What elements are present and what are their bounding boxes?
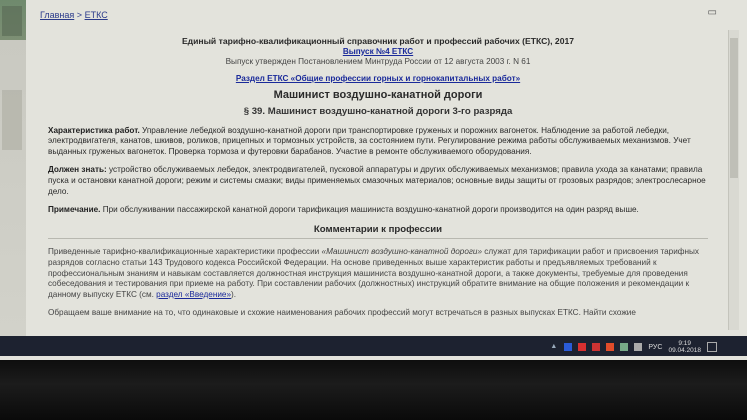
app-icon-red[interactable] xyxy=(578,343,586,351)
language-indicator[interactable]: РУС xyxy=(648,343,663,351)
work-characteristics xyxy=(48,126,708,158)
print-icon[interactable]: ▭ xyxy=(707,7,720,18)
breadcrumb-section-link[interactable]: ЕТКС xyxy=(84,10,108,20)
top-bar xyxy=(26,5,720,25)
antivirus-icon[interactable] xyxy=(592,343,600,351)
required-knowledge xyxy=(48,165,708,197)
approval-text: Выпуск утвержден Постановлением Минтруда России от 12 августа 2003 г. N 61 xyxy=(225,57,531,67)
vertical-scrollbar[interactable] xyxy=(728,30,739,330)
issue-link[interactable]: Выпуск №4 ЕТКС xyxy=(342,46,414,56)
grade-title: § 39. Машинист воздушно-канатной дороги 3-го разряда xyxy=(243,105,513,117)
profession-title: Машинист воздушно-канатной дороги xyxy=(273,89,483,102)
section-link[interactable]: Раздел ЕТКС «Общие профессии горных и горнокапитальных работ» xyxy=(235,73,521,83)
system-tray xyxy=(550,339,717,355)
knowledge-label: Должен знать: xyxy=(48,165,107,175)
up-arrow-icon[interactable]: ▲ xyxy=(550,343,558,350)
side-ad-block xyxy=(2,90,22,150)
breadcrumb-home-link[interactable]: Главная xyxy=(40,10,75,20)
notification-icon[interactable] xyxy=(707,342,717,352)
work-text: Управление лебедкой воздушно-канатной дороги при транспортировке груженых и порожних вагонеток. Наблюдение за работой лебедки, электродвигателя, канатов, шкивов, роликов, прицепных и тормозных устройств, за состоянием пути. Регулирование режима работы обслуживаемых механизмов. Учет выданных груженых вагонеток. Проверка тормоза и футеровки барабанов. Участие в ремонте обслуживаемого оборудования. xyxy=(48,125,691,156)
introduction-link[interactable]: раздел «Введение» xyxy=(156,289,232,299)
comments-text-c: ). xyxy=(231,289,237,299)
divider xyxy=(48,238,708,239)
knowledge-text: устройство обслуживаемых лебедок, электродвигателей, пусковой аппаратуры и других обслуживаемых механизмов; правила ухода за канатами; правила пуска и остановки канатной дороги; режим и системы смазки; виды применяемых смазочных материалов; основные виды защиты от грозовых разрядов; электрослесарное дело. xyxy=(48,165,706,196)
note xyxy=(48,205,708,216)
breadcrumb-separator: > xyxy=(76,10,83,20)
comments-paragraph-2: Обращаем ваше внимание на то, что одинаковые и схожие наименования рабочих профессий могут встречаться в разных выпусках ЕТКС. Найти схожие xyxy=(48,308,636,318)
comments-paragraph xyxy=(48,247,708,300)
profession-quote: «Машинист воздушно-канатной дороги» xyxy=(321,247,483,257)
note-label: Примечание. xyxy=(48,205,101,215)
breadcrumb xyxy=(40,10,108,20)
document-title: Единый тарифно-квалификационный справочник работ и профессий рабочих (ЕТКС), 2017 xyxy=(181,36,575,46)
note-text: При обслуживании пассажирской канатной дороги тарификация машиниста воздушно-канатной дороги производится на один разряд выше. xyxy=(100,205,639,215)
taskbar xyxy=(0,336,747,356)
work-label: Характеристика работ. xyxy=(48,125,140,135)
comments-heading: Комментарии к профессии xyxy=(313,223,443,235)
app-icon-orange[interactable] xyxy=(606,343,614,351)
app-icon-blue[interactable] xyxy=(564,343,572,351)
comments-text-a: Приведенные тарифно-квалификационные характеристики профессии xyxy=(48,247,322,257)
window-controls xyxy=(708,7,720,18)
thumbnail-icon[interactable] xyxy=(2,6,22,36)
monitor-bezel xyxy=(0,360,747,420)
volume-icon[interactable] xyxy=(634,343,642,351)
clock[interactable] xyxy=(668,340,701,354)
network-icon[interactable] xyxy=(620,343,628,351)
article-content xyxy=(48,36,708,319)
clock-date: 09.04.2018 xyxy=(668,347,701,354)
left-sidebar-strip xyxy=(0,0,26,340)
scrollbar-thumb[interactable] xyxy=(730,38,738,178)
clock-time: 9:19 xyxy=(678,340,692,347)
comments-text-b: служат для тарификации работ и присвоения тарифных разрядов согласно статьи 143 Трудового кодекса Российской Федерации. На основе приведенных выше характеристик работы и предъявляемых требований к профессиональным знаниям и навыкам составляется должностная инструкция машиниста воздушно-канатной дороги, а также документы, требуемые для проведения собеседования и тестирования при приеме на работу. При составлении рабочих (должностных) инструкций обратите внимание на общие положения и рекомендации к данному выпуску ЕТКС (см. xyxy=(48,247,700,299)
